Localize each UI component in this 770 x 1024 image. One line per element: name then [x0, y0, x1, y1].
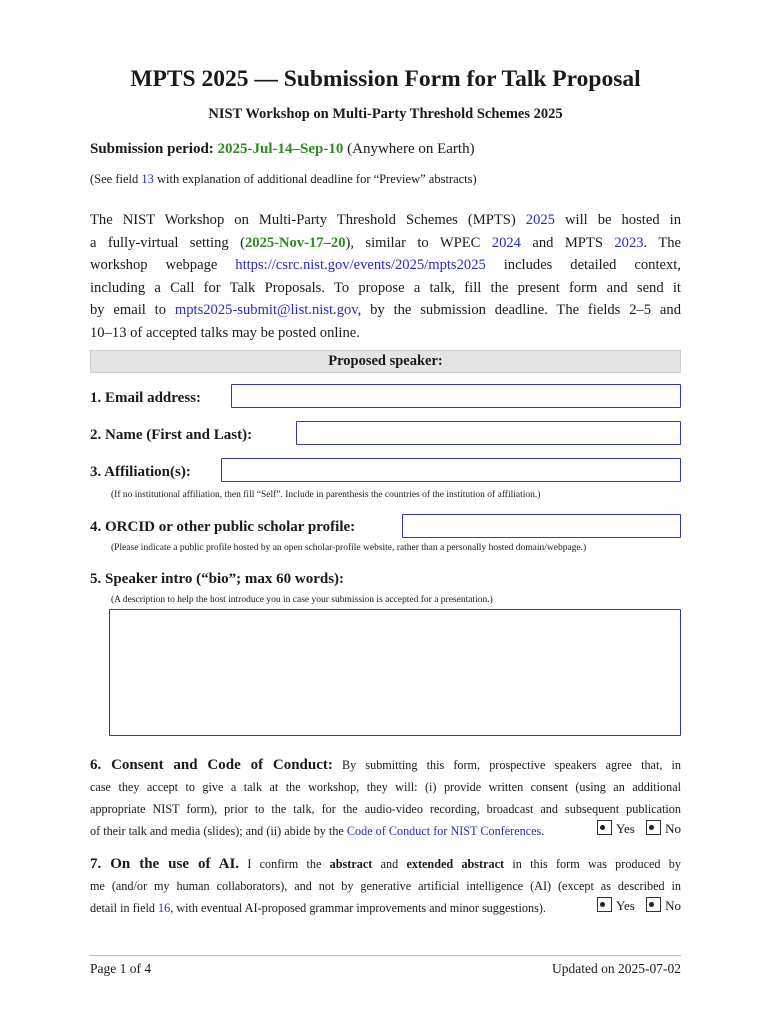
- email-label: 1. Email address:: [90, 390, 201, 406]
- intro-text: . The: [643, 234, 682, 251]
- orcid-hint: (Please indicate a public profile hosted by an open scholar-profile website, rather than a personally hosted domain/webpage.): [111, 543, 587, 553]
- submission-dates: 2025-Jul-14–Sep-10: [217, 141, 344, 157]
- affiliation-hint: (If no institutional affiliation, then fill “Self”. Include in parenthesis the countries of the institution of affiliation.): [111, 490, 541, 500]
- section-banner: Proposed speaker:: [90, 350, 681, 373]
- document-page: [90, 0, 681, 1024]
- affiliation-field[interactable]: [221, 458, 681, 482]
- intro-text: ), similar to WPEC: [345, 234, 492, 251]
- workshop-dates: 2025-Nov-17–20: [244, 234, 346, 251]
- submission-period: [90, 141, 475, 158]
- intro-line: 10–13 of accepted talks may be posted online.: [90, 324, 360, 341]
- orcid-label: 4. ORCID or other public scholar profile:: [90, 519, 356, 535]
- ai-text-bold: abstract: [329, 857, 373, 871]
- consent-options: [589, 820, 681, 837]
- ai-heading: 7. On the use of AI.: [90, 856, 240, 872]
- submit-email-link[interactable]: mpts2025-submit@list.nist.gov: [174, 302, 358, 319]
- consent-line: case they accept to give a talk at the workshop, they will: (i) provide written consent (using an additional: [90, 780, 681, 794]
- orcid-field[interactable]: [402, 514, 681, 538]
- consent-yes-label: Yes: [615, 821, 635, 836]
- ai-text: detail in field: [90, 901, 159, 915]
- consent-heading: 6. Consent and Code of Conduct:: [90, 757, 333, 773]
- intro-text: The NIST Workshop on Multi-Party Threshold Schemes (MPTS): [90, 212, 526, 228]
- ai-text: I confirm the: [239, 857, 330, 871]
- consent-no-checkbox[interactable]: [646, 820, 661, 835]
- page-title: MPTS 2025 — Submission Form for Talk Proposal: [130, 66, 641, 92]
- updated-date: Updated on 2025-07-02: [552, 961, 681, 976]
- ai-line: [90, 853, 681, 875]
- workshop-webpage-link[interactable]: https://csrc.nist.gov/events/2025/mpts2025: [235, 257, 486, 274]
- ai-yes-label: Yes: [615, 898, 635, 913]
- intro-text: workshop webpage: [90, 257, 236, 274]
- consent-text: By submitting this form, prospective speakers agree that, in: [332, 758, 681, 772]
- submission-timezone: (Anywhere on Earth): [347, 141, 475, 157]
- preview-note: [90, 172, 477, 187]
- ai-text: , with eventual AI-proposed grammar improvements and minor suggestions).: [170, 901, 546, 915]
- wpec-2024-link[interactable]: 2024: [491, 234, 521, 251]
- consent-line: appropriate NIST form), prior to the talk, for the audio-video recording, broadcast and subsequent publication: [90, 802, 681, 816]
- intro-line: [90, 254, 681, 277]
- ai-text: in this form was produced by: [504, 857, 681, 871]
- email-field[interactable]: [231, 384, 681, 408]
- name-field[interactable]: [296, 421, 681, 445]
- intro-line: including a Call for Talk Proposals. To propose a talk, fill the present form and send it: [90, 279, 681, 296]
- consent-yes-checkbox[interactable]: [597, 820, 612, 835]
- intro-text: by email to: [90, 302, 175, 319]
- code-of-conduct-link[interactable]: Code of Conduct for NIST Conferences: [346, 824, 542, 838]
- page-subtitle: NIST Workshop on Multi-Party Threshold Schemes 2025: [208, 106, 563, 122]
- intro-text: , by the submission deadline. The fields 2–5 and: [357, 302, 681, 319]
- radio-dot-icon: [649, 902, 654, 907]
- bio-hint: (A description to help the host introduce you in case your submission is accepted for a presentation.): [111, 595, 493, 605]
- radio-dot-icon: [600, 902, 605, 907]
- name-label: 2. Name (First and Last):: [90, 427, 253, 443]
- submission-period-label: Submission period:: [90, 141, 214, 157]
- ai-yes-checkbox[interactable]: [597, 897, 612, 912]
- consent-no-label: No: [665, 821, 681, 836]
- ai-no-checkbox[interactable]: [646, 897, 661, 912]
- intro-line: [90, 299, 681, 322]
- mpts-2025-link[interactable]: 2025: [525, 212, 555, 228]
- mpts-2023-link[interactable]: 2023: [614, 234, 644, 251]
- note-text: (See field: [90, 172, 142, 186]
- ai-text: and: [372, 857, 407, 871]
- intro-text: a fully-virtual setting (: [90, 234, 245, 251]
- ai-options: [589, 897, 681, 914]
- ai-text-bold: extended abstract: [406, 857, 505, 871]
- page-number: Page 1 of 4: [90, 961, 152, 976]
- intro-text: includes detailed context,: [485, 257, 681, 274]
- ai-line: me (and/or my human collaborators), and not by generative artificial intelligence (AI) (except as described in: [90, 879, 681, 893]
- intro-paragraph: [90, 209, 681, 345]
- consent-text: .: [541, 824, 545, 838]
- radio-dot-icon: [649, 825, 654, 830]
- intro-line: [90, 232, 681, 255]
- bio-textarea[interactable]: [109, 609, 681, 736]
- radio-dot-icon: [600, 825, 605, 830]
- intro-text: will be hosted in: [554, 212, 681, 228]
- note-text-end: with explanation of additional deadline for “Preview” abstracts): [153, 172, 477, 186]
- intro-line: [90, 209, 681, 232]
- footer-divider: [90, 955, 681, 956]
- intro-text: and MPTS: [520, 234, 615, 251]
- field-13-link[interactable]: 13: [141, 172, 154, 186]
- bio-label: 5. Speaker intro (“bio”; max 60 words):: [90, 571, 345, 587]
- field-16-link[interactable]: 16: [158, 901, 171, 915]
- affiliation-label: 3. Affiliation(s):: [90, 464, 191, 480]
- ai-no-label: No: [665, 898, 681, 913]
- consent-line: [90, 754, 681, 776]
- consent-text: of their talk and media (slides); and (ii) abide by the: [90, 824, 347, 838]
